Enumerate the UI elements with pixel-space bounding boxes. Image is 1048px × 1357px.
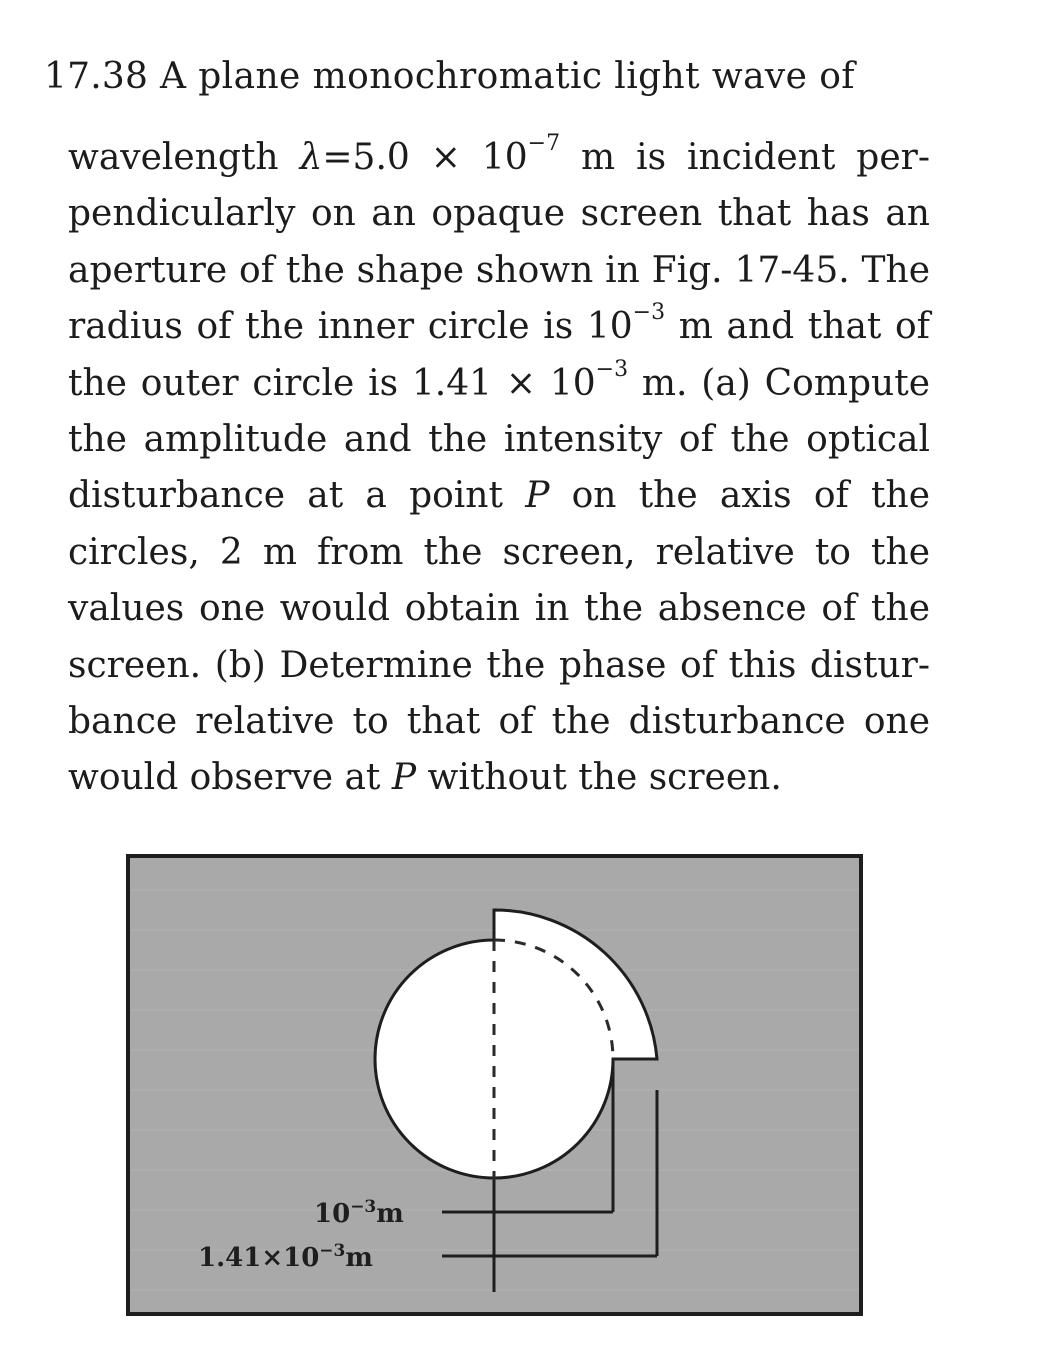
text-line-6 [68, 356, 930, 412]
point-symbol: P [525, 475, 550, 517]
outer-radius-tail: m. (a) Compute [628, 362, 930, 404]
text-line-8 [68, 468, 930, 524]
outer-radius-label: $1.41\times 10^{-3}m$ [198, 1241, 373, 1273]
wavelength-exponent: −7 [527, 131, 561, 156]
point-symbol-2: P [391, 757, 417, 799]
inner-radius-value: 10 [573, 306, 633, 348]
text-line-9: circles, 2 m from the screen, relative to the [68, 531, 930, 573]
wavelength-symbol: λ [299, 137, 323, 178]
text-line-3: pendicularly on an opaque screen that has an [68, 193, 930, 235]
last-tail: without the screen. [416, 757, 782, 799]
problem-body [68, 130, 930, 807]
text-line-2 [68, 130, 930, 186]
outer-radius-text: the outer circle is [68, 362, 399, 404]
point-tail: on the axis of the [549, 475, 930, 517]
wavelength-tail: m is incident per- [560, 137, 931, 178]
outer-radius-value: 1.41 × 10 [398, 362, 596, 404]
problem-number: 17.38 [44, 56, 149, 97]
problem-first-line: A plane monochromatic light wave of [160, 56, 856, 97]
text-line-5 [68, 299, 930, 355]
inner-radius-label: $10^{-3}m$ [314, 1197, 404, 1229]
disturbance-text: disturbance at a point [68, 475, 503, 517]
text-line-13 [68, 750, 930, 806]
figure-aperture [122, 850, 867, 1320]
text-line-12: bance relative to that of the disturbance one [68, 701, 930, 743]
text-line-10: values one would obtain in the absence of the [68, 588, 930, 630]
text-line-7: the amplitude and the intensity of the optical [68, 419, 930, 461]
observe-text: would observe at [68, 757, 381, 799]
inner-radius-exponent: −3 [632, 300, 666, 326]
text-wavelength: wavelength [68, 137, 279, 178]
aperture-diagram [122, 850, 867, 1320]
inner-radius-tail: m and that of [665, 306, 930, 348]
wavelength-value: =5.0 × 10 [322, 137, 528, 178]
text-line-4: aperture of the shape shown in Fig. 17-45. The [68, 249, 930, 291]
inner-radius-text: radius of the inner circle is [68, 306, 574, 348]
outer-radius-exponent: −3 [595, 356, 629, 382]
text-line-11: screen. (b) Determine the phase of this distur- [68, 644, 930, 686]
